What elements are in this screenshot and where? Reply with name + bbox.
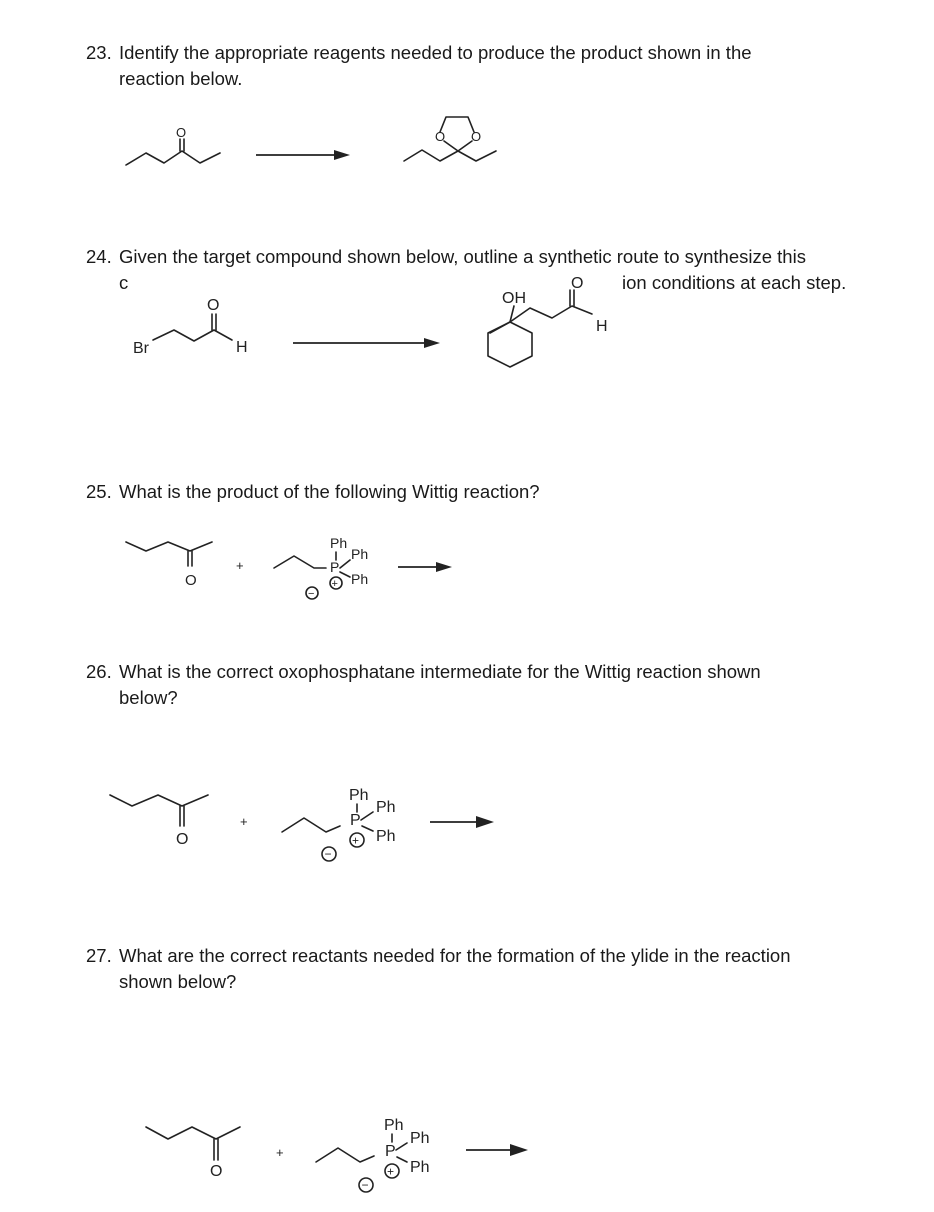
reaction-arrow (256, 150, 350, 160)
phenyl-label: Ph (351, 546, 369, 562)
question-number: 27. (86, 945, 112, 966)
phosphonium-ylide (316, 1117, 430, 1192)
question-text-fragment: c (119, 272, 129, 293)
bromine-label: Br (133, 340, 149, 357)
question-text-line: What is the product of the following Wittig reaction? (119, 481, 540, 502)
phenyl-label: Ph (376, 799, 396, 816)
phenyl-label: Ph (351, 571, 369, 587)
acetal-product (404, 117, 496, 161)
minus-sign: − (308, 588, 315, 600)
plus-sign: + (352, 833, 360, 848)
question-text-line: below? (119, 687, 178, 708)
oxygen-label: O (176, 831, 189, 848)
oxygen-label: O (185, 572, 197, 589)
oxygen-label: O (207, 297, 220, 314)
question-text-line: shown below? (119, 971, 237, 992)
question-text-line: Identify the appropriate reagents needed to produce the product shown in the (119, 42, 752, 63)
phenyl-label: Ph (410, 1159, 430, 1176)
oxygen-label: O (571, 275, 584, 292)
minus-sign: − (361, 1178, 369, 1192)
reaction-arrow (466, 1144, 528, 1156)
ketone-reactant (146, 1127, 240, 1180)
hydrogen-label: H (236, 339, 248, 356)
ketone-reactant (110, 795, 208, 848)
reaction-24 (0, 276, 934, 376)
plus-sign: + (331, 578, 338, 590)
question-text-fragment: ion conditions at each step. (622, 272, 847, 293)
oxygen-label: O (435, 129, 446, 144)
question-number: 26. (86, 661, 112, 682)
question-27 (86, 943, 886, 995)
phenyl-label: Ph (330, 535, 348, 551)
phosphorus-label: P (385, 1143, 396, 1160)
question-number: 24. (86, 246, 112, 267)
question-23 (86, 40, 886, 92)
minus-sign: − (324, 847, 332, 861)
question-text-line: reaction below. (119, 68, 243, 89)
reaction-arrow (293, 338, 440, 348)
phenyl-label: Ph (349, 787, 369, 804)
phosphorus-label: P (330, 559, 340, 575)
question-25 (86, 479, 886, 505)
phenyl-label: Ph (384, 1117, 404, 1134)
question-26 (86, 659, 886, 711)
phenyl-label: Ph (376, 828, 396, 845)
phosphonium-ylide (282, 787, 396, 861)
target-product (488, 275, 608, 367)
plus-sign: + (236, 558, 244, 573)
ketone-reactant (126, 125, 220, 165)
question-text-line: What are the correct reactants needed for the formation of the ylide in the reaction (119, 945, 791, 966)
reaction-25 (0, 530, 934, 600)
hydrogen-label: H (596, 318, 608, 335)
oxygen-label: O (210, 1163, 223, 1180)
plus-sign: + (240, 814, 248, 829)
reaction-27 (0, 1110, 934, 1195)
plus-sign: + (276, 1145, 284, 1160)
oxygen-label: O (471, 129, 482, 144)
question-text-line: What is the correct oxophosphatane intermediate for the Wittig reaction shown (119, 661, 761, 682)
phenyl-label: Ph (410, 1130, 430, 1147)
question-text-line: Given the target compound shown below, outline a synthetic route to synthesize this (119, 246, 806, 267)
reaction-arrow (430, 816, 494, 828)
reaction-23 (0, 115, 934, 185)
hydroxyl-label: OH (502, 290, 526, 307)
reaction-26 (0, 780, 934, 865)
reaction-arrow (398, 562, 452, 572)
bromoaldehyde-reactant (133, 297, 248, 357)
phosphonium-ylide (274, 535, 368, 600)
plus-sign: + (387, 1164, 395, 1179)
question-number: 23. (86, 42, 112, 63)
ketone-reactant (126, 542, 212, 589)
question-number: 25. (86, 481, 112, 502)
phosphorus-label: P (350, 812, 361, 829)
oxygen-label: O (176, 125, 187, 140)
